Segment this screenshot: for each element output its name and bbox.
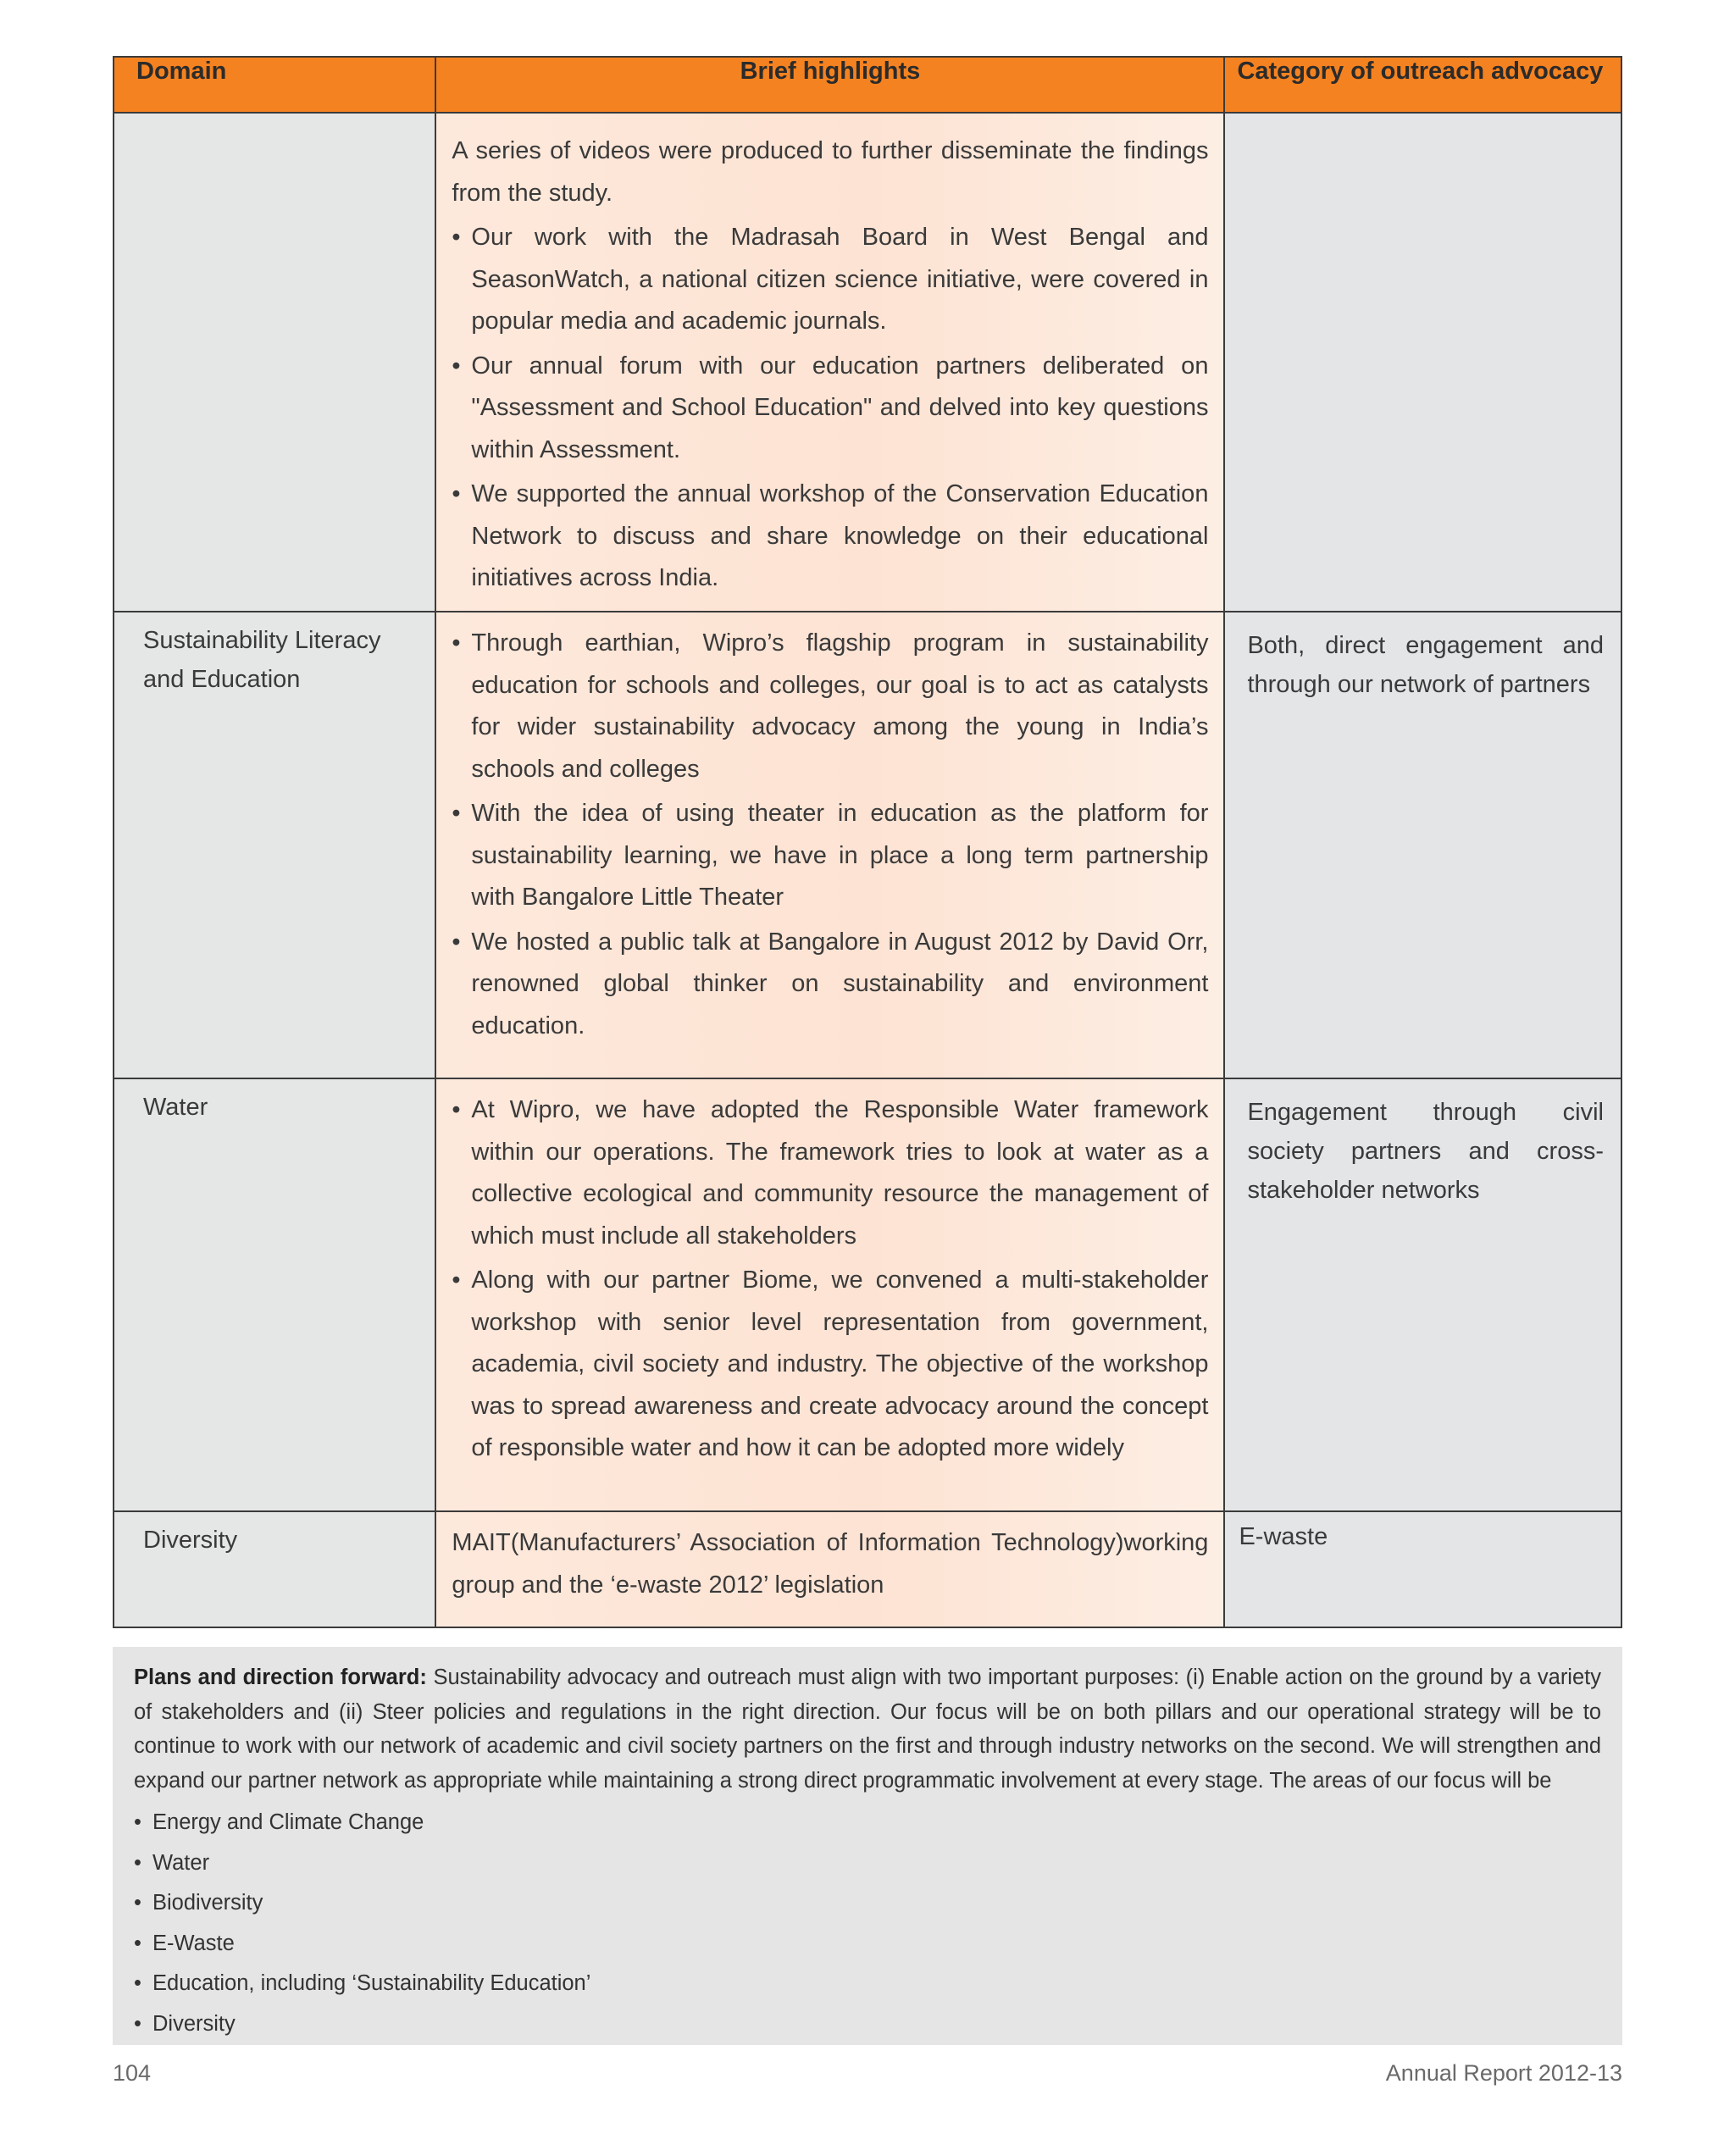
highlight-intro: A series of videos were produced to further disseminate the findings from the study.	[452, 137, 1209, 207]
domain-cell: Water	[114, 1078, 435, 1511]
report-title: Annual Report 2012-13	[1385, 2060, 1622, 2086]
list-item: • With the idea of using theater in education as the platform for sustainability learning, we have in place a long term partnership with Bangalore Little Theater	[452, 793, 1208, 919]
list-item: • Energy and Climate Change	[134, 1803, 1601, 1843]
header-highlights: Brief highlights	[435, 57, 1224, 113]
highlight-list	[452, 1089, 1208, 1470]
highlights-cell	[435, 612, 1224, 1078]
header-domain: Domain	[114, 57, 435, 113]
list-item: • Our work with the Madrasah Board in West Bengal and SeasonWatch, a national citizen science initiative, were covered in popular media and academic journals.	[452, 217, 1208, 343]
list-item: • Biodiversity	[134, 1883, 1601, 1924]
table-row	[114, 612, 1621, 1078]
page-number: 104	[113, 2060, 152, 2086]
list-item: • Through earthian, Wipro’s flagship program in sustainability education for schools and colleges, our goal is to act as catalysts for wider sustainability advocacy among the young in India’s schools and colleges	[452, 623, 1208, 790]
list-item: • We hosted a public talk at Bangalore in August 2012 by David Orr, renowned global thinker on sustainability and environment education.	[452, 922, 1208, 1048]
highlight-list	[452, 623, 1208, 1047]
plans-section	[113, 1647, 1622, 2045]
highlights-cell	[435, 1078, 1224, 1511]
category-cell: Both, direct engagement and through our network of partners	[1224, 612, 1621, 1078]
outreach-table	[113, 56, 1622, 1628]
list-item: • Our annual forum with our education partners deliberated on "Assessment and School Education" and delved into key questions within Assessment.	[452, 346, 1208, 472]
list-item: • Education, including ‘Sustainability Education’	[134, 1964, 1601, 2004]
category-cell: Engagement through civil society partners and cross-stakeholder networks	[1224, 1078, 1621, 1511]
plans-heading: Plans and direction forward:	[134, 1665, 427, 1689]
list-item: • Water	[134, 1843, 1601, 1884]
highlights-cell	[435, 113, 1224, 612]
highlight-list	[452, 217, 1208, 600]
domain-cell: Sustainability Literacy and Education	[114, 612, 435, 1078]
domain-cell: Diversity	[114, 1511, 435, 1627]
table-header-row	[114, 57, 1621, 113]
plans-body: Sustainability advocacy and outreach must align with two important purposes: (i) Enable action on the ground by a variety of stakeholders and (ii) Steer policies and regulations in the right direction. Our focus will be on both pillars and our operational strategy will be to continue to work with our network of academic and civil society partners on the first and through industry networks on the second. We will strengthen and expand our partner network as appropriate while maintaining a strong direct programmatic involvement at every stage. The areas of our focus will be	[134, 1665, 1601, 1793]
list-item: • We supported the annual workshop of the Conservation Education Network to discuss and share knowledge on their educational initiatives across India.	[452, 474, 1208, 600]
table-row	[114, 113, 1621, 612]
highlights-cell: MAIT(Manufacturers’ Association of Information Technology)working group and the ‘e-waste 2012’ legislation	[435, 1511, 1224, 1627]
category-cell	[1224, 113, 1621, 612]
category-cell: E-waste	[1224, 1511, 1621, 1627]
list-item: • At Wipro, we have adopted the Responsible Water framework within our operations. The framework tries to look at water as a collective ecological and community resource the management of which must include all stakeholders	[452, 1089, 1208, 1257]
table-row	[114, 1511, 1621, 1627]
table-row	[114, 1078, 1621, 1511]
plans-paragraph	[134, 1660, 1601, 1798]
focus-areas-list	[134, 1803, 1601, 2044]
list-item: • E-Waste	[134, 1924, 1601, 1965]
header-category: Category of outreach advocacy	[1224, 57, 1621, 113]
list-item: • Diversity	[134, 2004, 1601, 2045]
domain-cell	[114, 113, 435, 612]
list-item: • Along with our partner Biome, we convened a multi-stakeholder workshop with senior level representation from government, academia, civil society and industry. The objective of the workshop was to spread awareness and create advocacy around the concept of responsible water and how it can be adopted more widely	[452, 1260, 1208, 1470]
